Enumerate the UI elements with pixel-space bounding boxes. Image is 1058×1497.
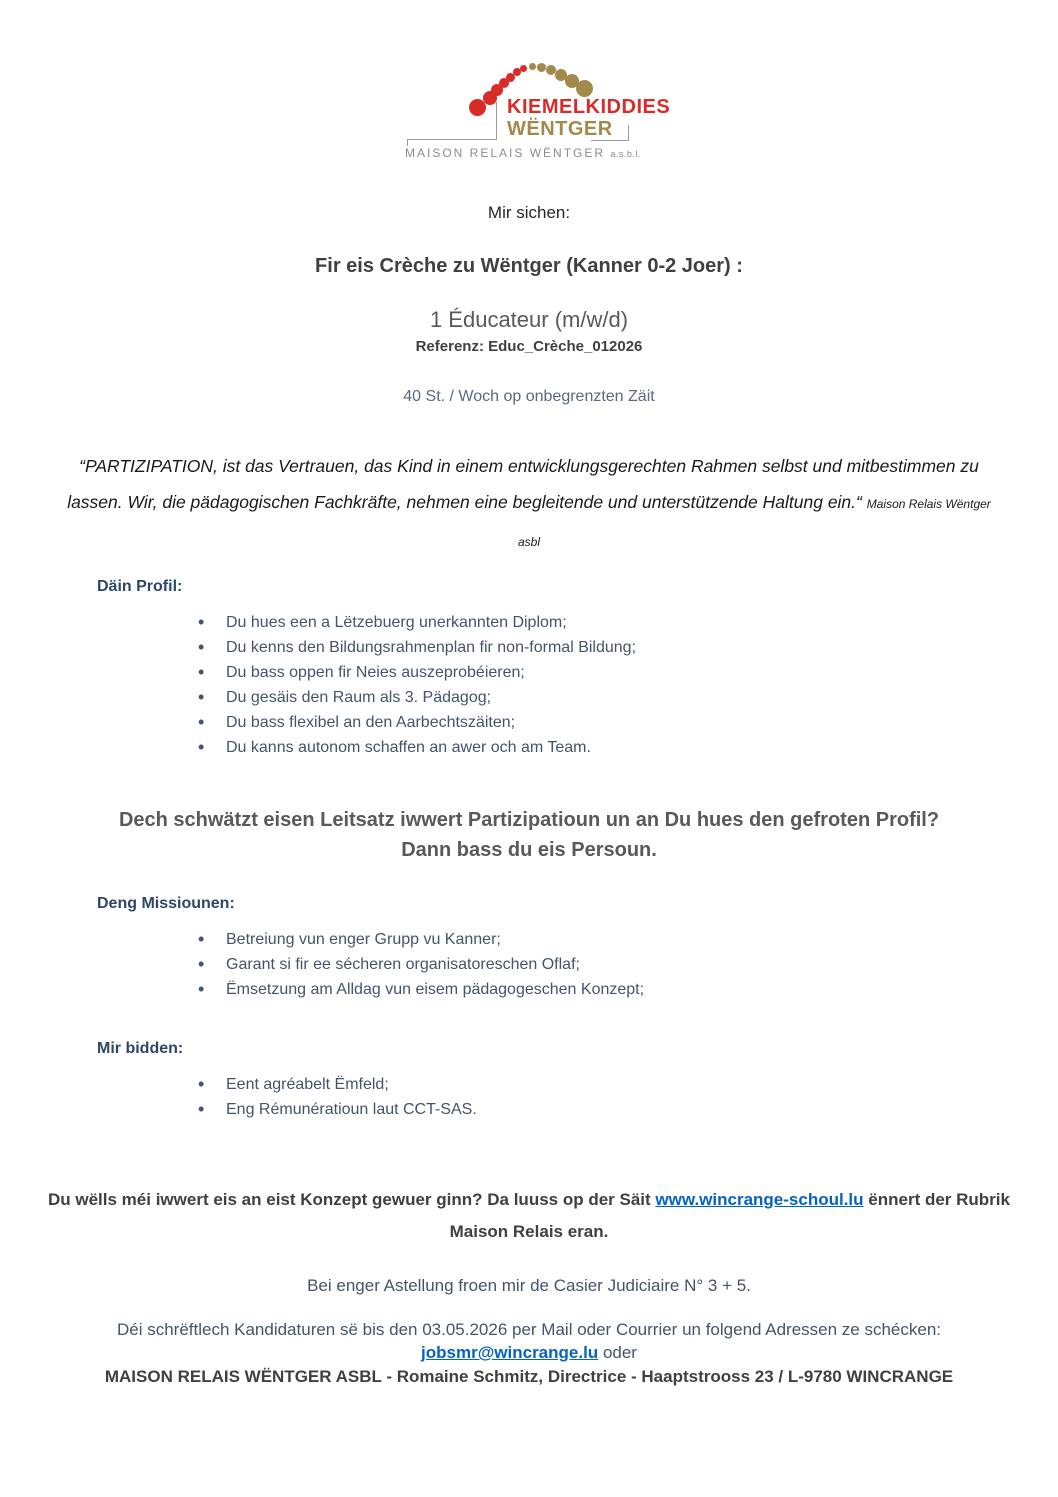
list-item: • Garant si fir ee sécheren organisatoreschen Oflaf;	[196, 952, 1058, 977]
list-item: • Eng Rémunératioun laut CCT-SAS.	[196, 1097, 1058, 1122]
postal-address: MAISON RELAIS WËNTGER ASBL - Romaine Schmitz, Directrice - Haaptstrooss 23 / L-9780 WINCRANGE	[104, 1367, 954, 1386]
quote-text: “PARTIZIPATION, ist das Vertrauen, das Kind in einem entwicklungsgerechten Rahmen selbst und mitbestimmen zu lassen. Wir, die pädagogischen Fachkräfte, nehmen eine begleitende und unterstützende Haltung ein.“	[67, 456, 979, 512]
callout-line2: Dann bass du eis Persoun.	[401, 839, 657, 861]
logo-subtitle	[405, 146, 641, 160]
offer-list	[196, 1072, 1058, 1122]
email-line	[0, 1343, 1058, 1363]
email-line-suffix: oder	[602, 1343, 637, 1362]
list-item: • Du gesäis den Raum als 3. Pädagog;	[196, 685, 1058, 710]
logo-dot	[529, 63, 536, 70]
list-item: • Du hues een a Lëtzebuerg unerkannten Diplom;	[196, 610, 1058, 635]
profile-list	[196, 610, 1058, 760]
email-link[interactable]: jobsmr@wincrange.lu	[421, 1343, 599, 1362]
logo-dot	[576, 80, 593, 97]
position-title: Fir eis Crèche zu Wëntger (Kanner 0-2 Joer) :	[315, 255, 743, 277]
list-item: • Du bass flexibel an den Aarbechtszäiten;	[196, 710, 1058, 735]
list-item: • Eent agréabelt Ëmfeld;	[196, 1072, 1058, 1097]
list-item: • Betreiung vun enger Grupp vu Kanner;	[196, 927, 1058, 952]
logo	[399, 48, 671, 163]
missions-heading: Deng Missiounen:	[97, 895, 235, 912]
logo-dot	[520, 65, 527, 72]
logo-brand-line1: KIEMELKIDDIES	[507, 96, 671, 118]
concept-text-after: ënnert der Rubrik Maison Relais eran.	[449, 1190, 1010, 1241]
position-hours: 40 St. / Woch op onbegrenzten Zäit	[403, 388, 655, 405]
callout	[0, 805, 1058, 865]
list-item: • Du bass oppen fir Neies auszeprobéieren;	[196, 660, 1058, 685]
missions-list	[196, 927, 1058, 1002]
list-item: • Du kenns den Bildungsrahmenplan fir non-formal Bildung;	[196, 635, 1058, 660]
mission-quote	[59, 448, 999, 560]
logo-brand-line2: WËNTGER	[507, 118, 613, 140]
offer-heading: Mir bidden:	[97, 1040, 184, 1057]
logo-subtitle-main: MAISON RELAIS WËNTGER	[405, 146, 606, 160]
callout-line1: Dech schwätzt eisen Leitsatz iwwert Partizipatioun un an Du hues den gefroten Profil?	[118, 809, 940, 831]
list-item: • Du kanns autonom schaffen an awer och am Team.	[196, 735, 1058, 760]
logo-rule	[628, 125, 629, 141]
logo-dot	[537, 63, 546, 72]
website-link[interactable]: www.wincrange-schoul.lu	[655, 1190, 864, 1209]
logo-rule	[407, 139, 497, 140]
casier-note: Bei enger Astellung froen mir de Casier Judiciaire N° 3 + 5.	[307, 1276, 751, 1295]
quote-attribution: Maison Relais Wëntger asbl	[517, 497, 991, 549]
logo-subtitle-suffix: a.s.b.l.	[610, 149, 641, 159]
concept-paragraph	[39, 1184, 1019, 1248]
profile-heading: Däin Profil:	[97, 578, 183, 595]
list-item: • Ëmsetzung am Alldag vun eisem pädagogeschen Konzept;	[196, 977, 1058, 1002]
logo-rule	[496, 102, 497, 139]
intro-label: Mir sichen:	[487, 203, 571, 222]
position-reference: Referenz: Educ_Crèche_012026	[415, 338, 643, 355]
logo-rule	[407, 139, 408, 146]
position-role: 1 Éducateur (m/w/d)	[429, 307, 629, 332]
apply-instructions: Déi schrëftlech Kandidaturen së bis den 03.05.2026 per Mail oder Courrier un folgend Adressen ze schécken:	[116, 1320, 942, 1339]
concept-text-before: Du wëlls méi iwwert eis an eist Konzept gewuer ginn? Da luuss op der Säit	[48, 1190, 651, 1209]
